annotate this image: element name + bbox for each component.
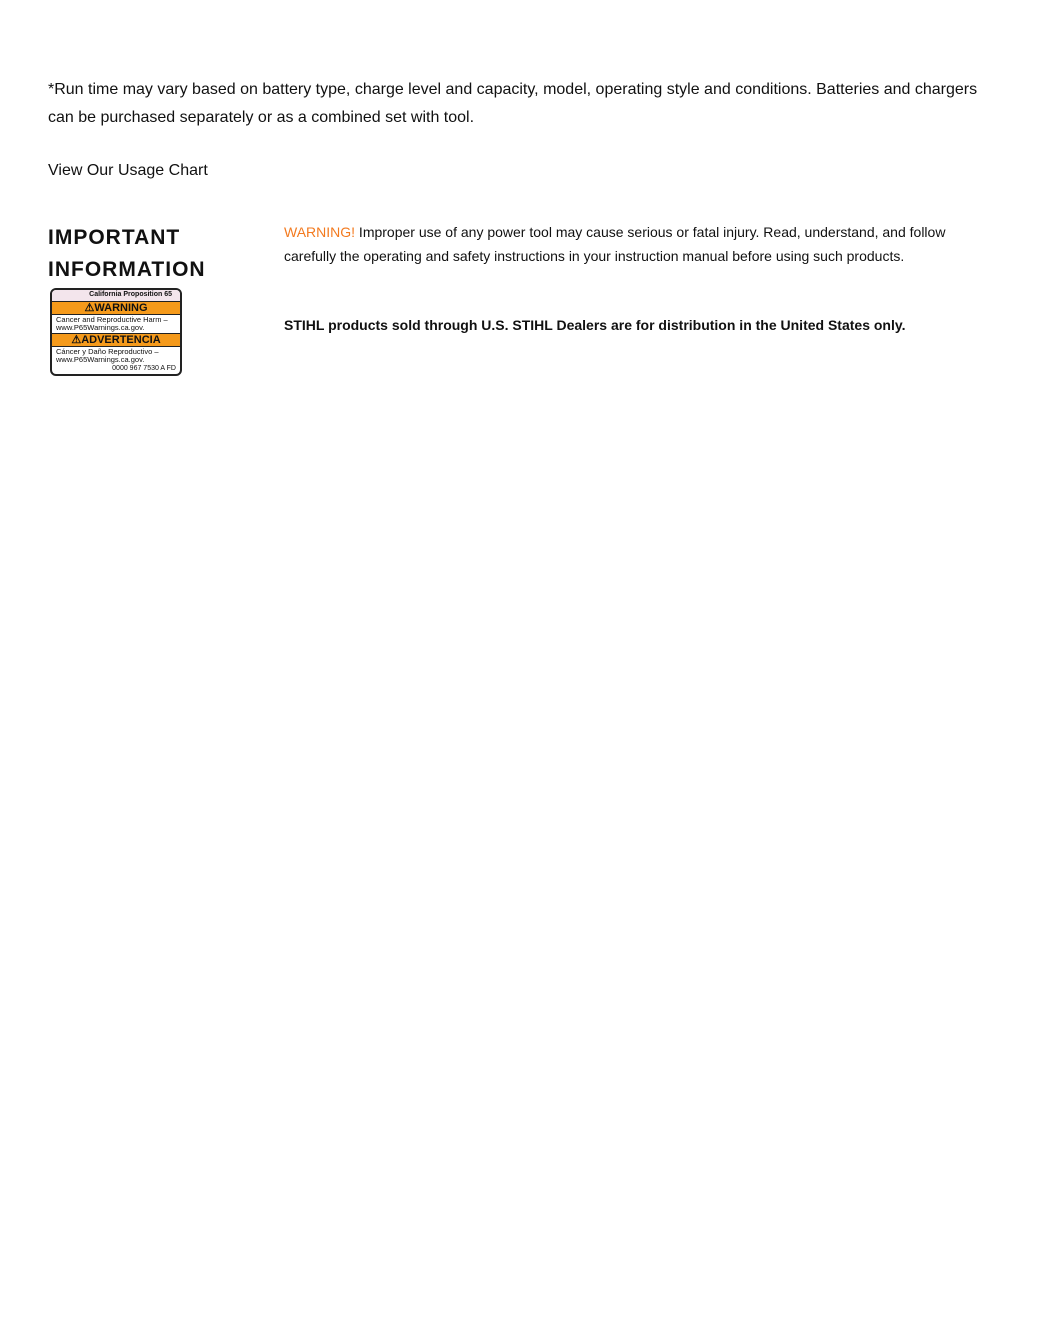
warning-paragraph	[284, 220, 964, 268]
prop65-code: 0000 967 7530 A FD	[112, 365, 176, 372]
prop65-title: California Proposition 65	[52, 290, 180, 301]
distribution-note: STIHL products sold through U.S. STIHL Dealers are for distribution in the United States only.	[284, 317, 906, 333]
runtime-footnote: *Run time may vary based on battery type, charge level and capacity, model, operating style and conditions. Batteries and chargers can be purchased separately or as a combined set with tool.	[48, 81, 978, 126]
heading-line1: IMPORTANT	[48, 226, 181, 249]
prop65-advertencia-text: Cáncer y Daño Reproductivo – www.P65Warnings.ca.gov.	[56, 347, 159, 364]
warning-text: Improper use of any power tool may cause serious or fatal injury. Read, understand, and follow carefully the operating and safety instructions in your instruction manual before using such products.	[284, 224, 946, 264]
prop65-warning: ⚠WARNING	[52, 301, 180, 315]
prop65-warning-label	[50, 288, 182, 376]
prop65-warning-text: Cancer and Reproductive Harm – www.P65Warnings.ca.gov.	[56, 315, 168, 332]
prop65-advertencia: ⚠ADVERTENCIA	[52, 333, 180, 347]
important-heading	[48, 222, 206, 286]
usage-chart-link[interactable]: View Our Usage Chart	[48, 162, 208, 179]
warning-label: WARNING!	[284, 224, 356, 240]
heading-line2: INFORMATION	[48, 258, 206, 281]
